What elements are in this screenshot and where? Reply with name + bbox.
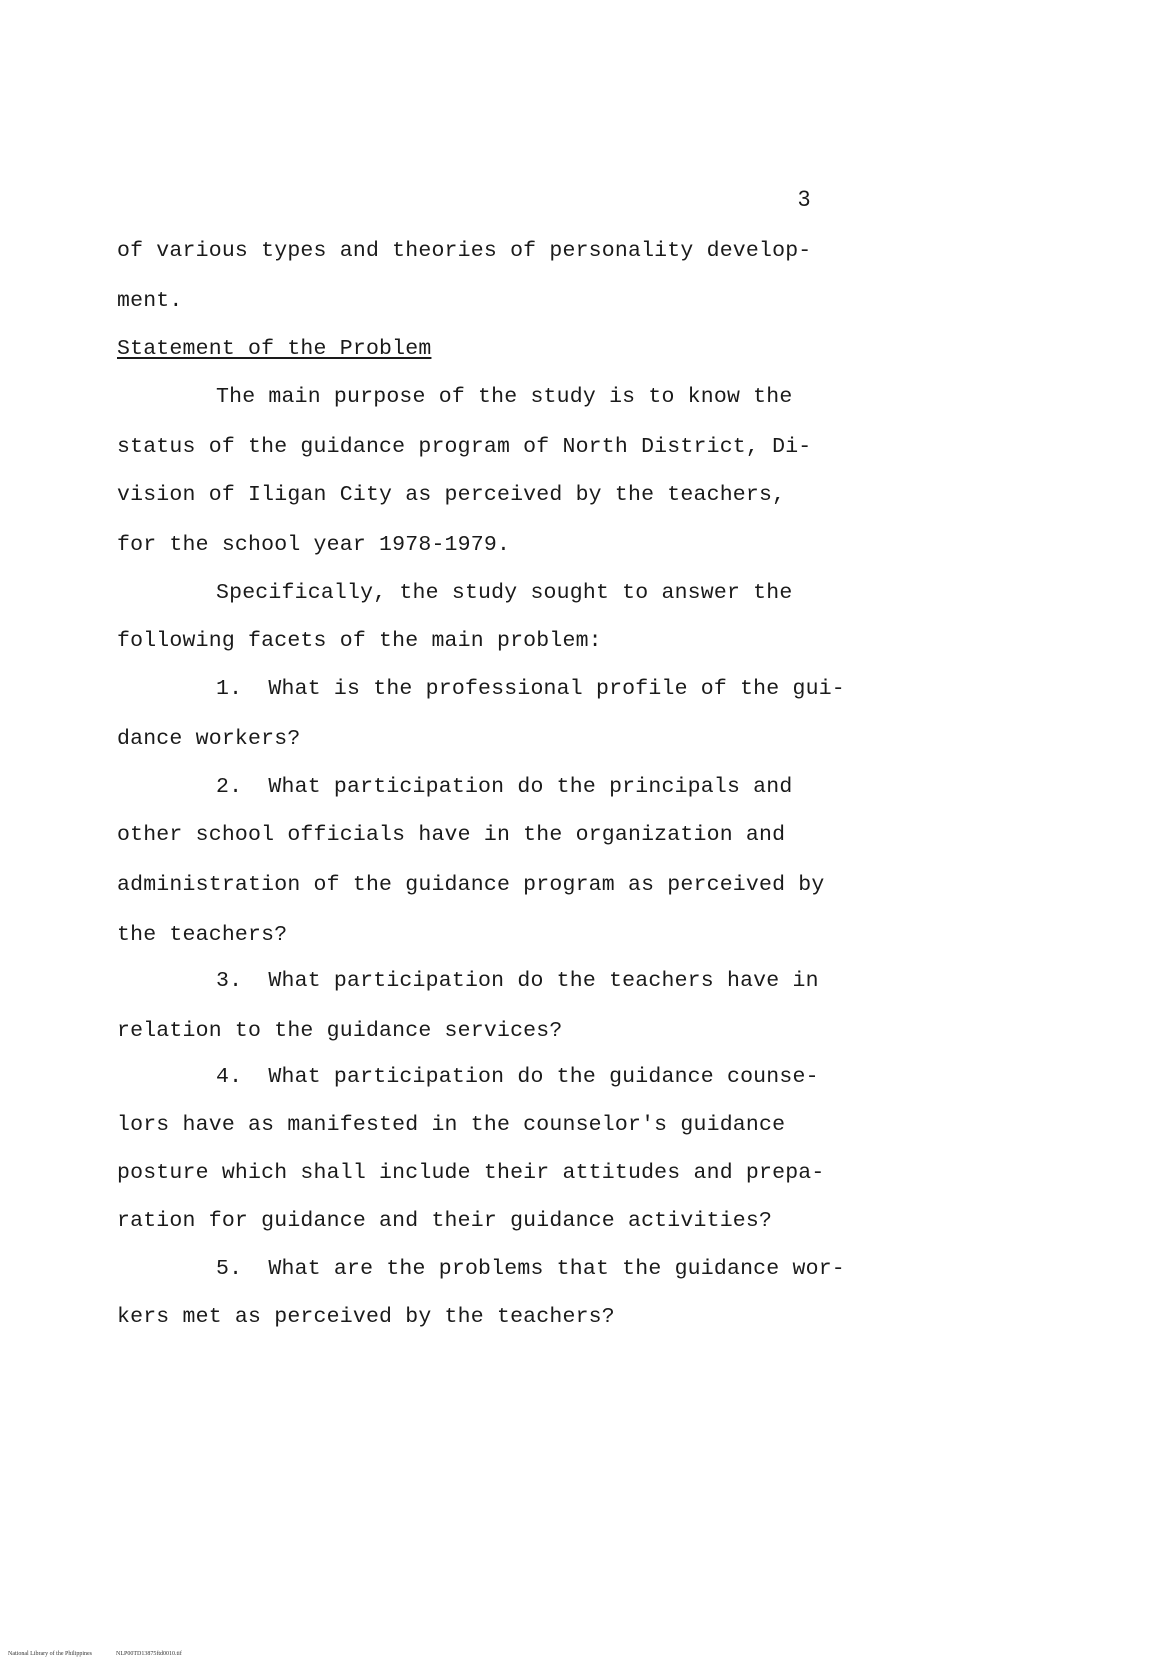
paragraph-line: Specifically, the study sought to answer the: [216, 581, 793, 605]
scan-footer: [2, 1645, 206, 1663]
list-item-1: 1. What is the professional profile of the gui-: [216, 677, 845, 701]
page-number: 3: [798, 186, 811, 211]
paragraph-line: for the school year 1978-1979.: [117, 533, 511, 557]
paragraph-line: status of the guidance program of North District, Di-: [117, 435, 812, 459]
list-item-3-cont: relation to the guidance services?: [117, 1019, 563, 1043]
list-item-5: 5. What are the problems that the guidance wor-: [216, 1257, 845, 1281]
paragraph-line: The main purpose of the study is to know the: [216, 385, 793, 409]
footer-library: National Library of the Philippines: [8, 1651, 92, 1657]
list-item-2-cont: administration of the guidance program as perceived by: [117, 873, 825, 897]
paragraph-line: following facets of the main problem:: [117, 629, 602, 653]
section-heading: Statement of the Problem: [117, 337, 432, 361]
text-line: ment.: [117, 289, 183, 313]
list-item-4-cont: lors have as manifested in the counselor's guidance: [117, 1113, 786, 1137]
list-item-1-cont: dance workers?: [117, 727, 301, 751]
list-item-5-cont: kers met as perceived by the teachers?: [117, 1305, 615, 1329]
list-item-3: 3. What participation do the teachers have in: [216, 969, 819, 993]
paragraph-line: vision of Iligan City as perceived by the teachers,: [117, 483, 786, 507]
list-item-2-cont: the teachers?: [117, 923, 288, 947]
list-item-4: 4. What participation do the guidance counse-: [216, 1065, 819, 1089]
list-item-2: 2. What participation do the principals and: [216, 775, 793, 799]
text-line: of various types and theories of personality develop-: [117, 239, 812, 263]
list-item-4-cont: ration for guidance and their guidance activities?: [117, 1209, 773, 1233]
footer-file: NLP00TD13875ftd0010.tif: [115, 1651, 182, 1657]
list-item-4-cont: posture which shall include their attitudes and prepa-: [117, 1161, 825, 1185]
list-item-2-cont: other school officials have in the organization and: [117, 823, 786, 847]
